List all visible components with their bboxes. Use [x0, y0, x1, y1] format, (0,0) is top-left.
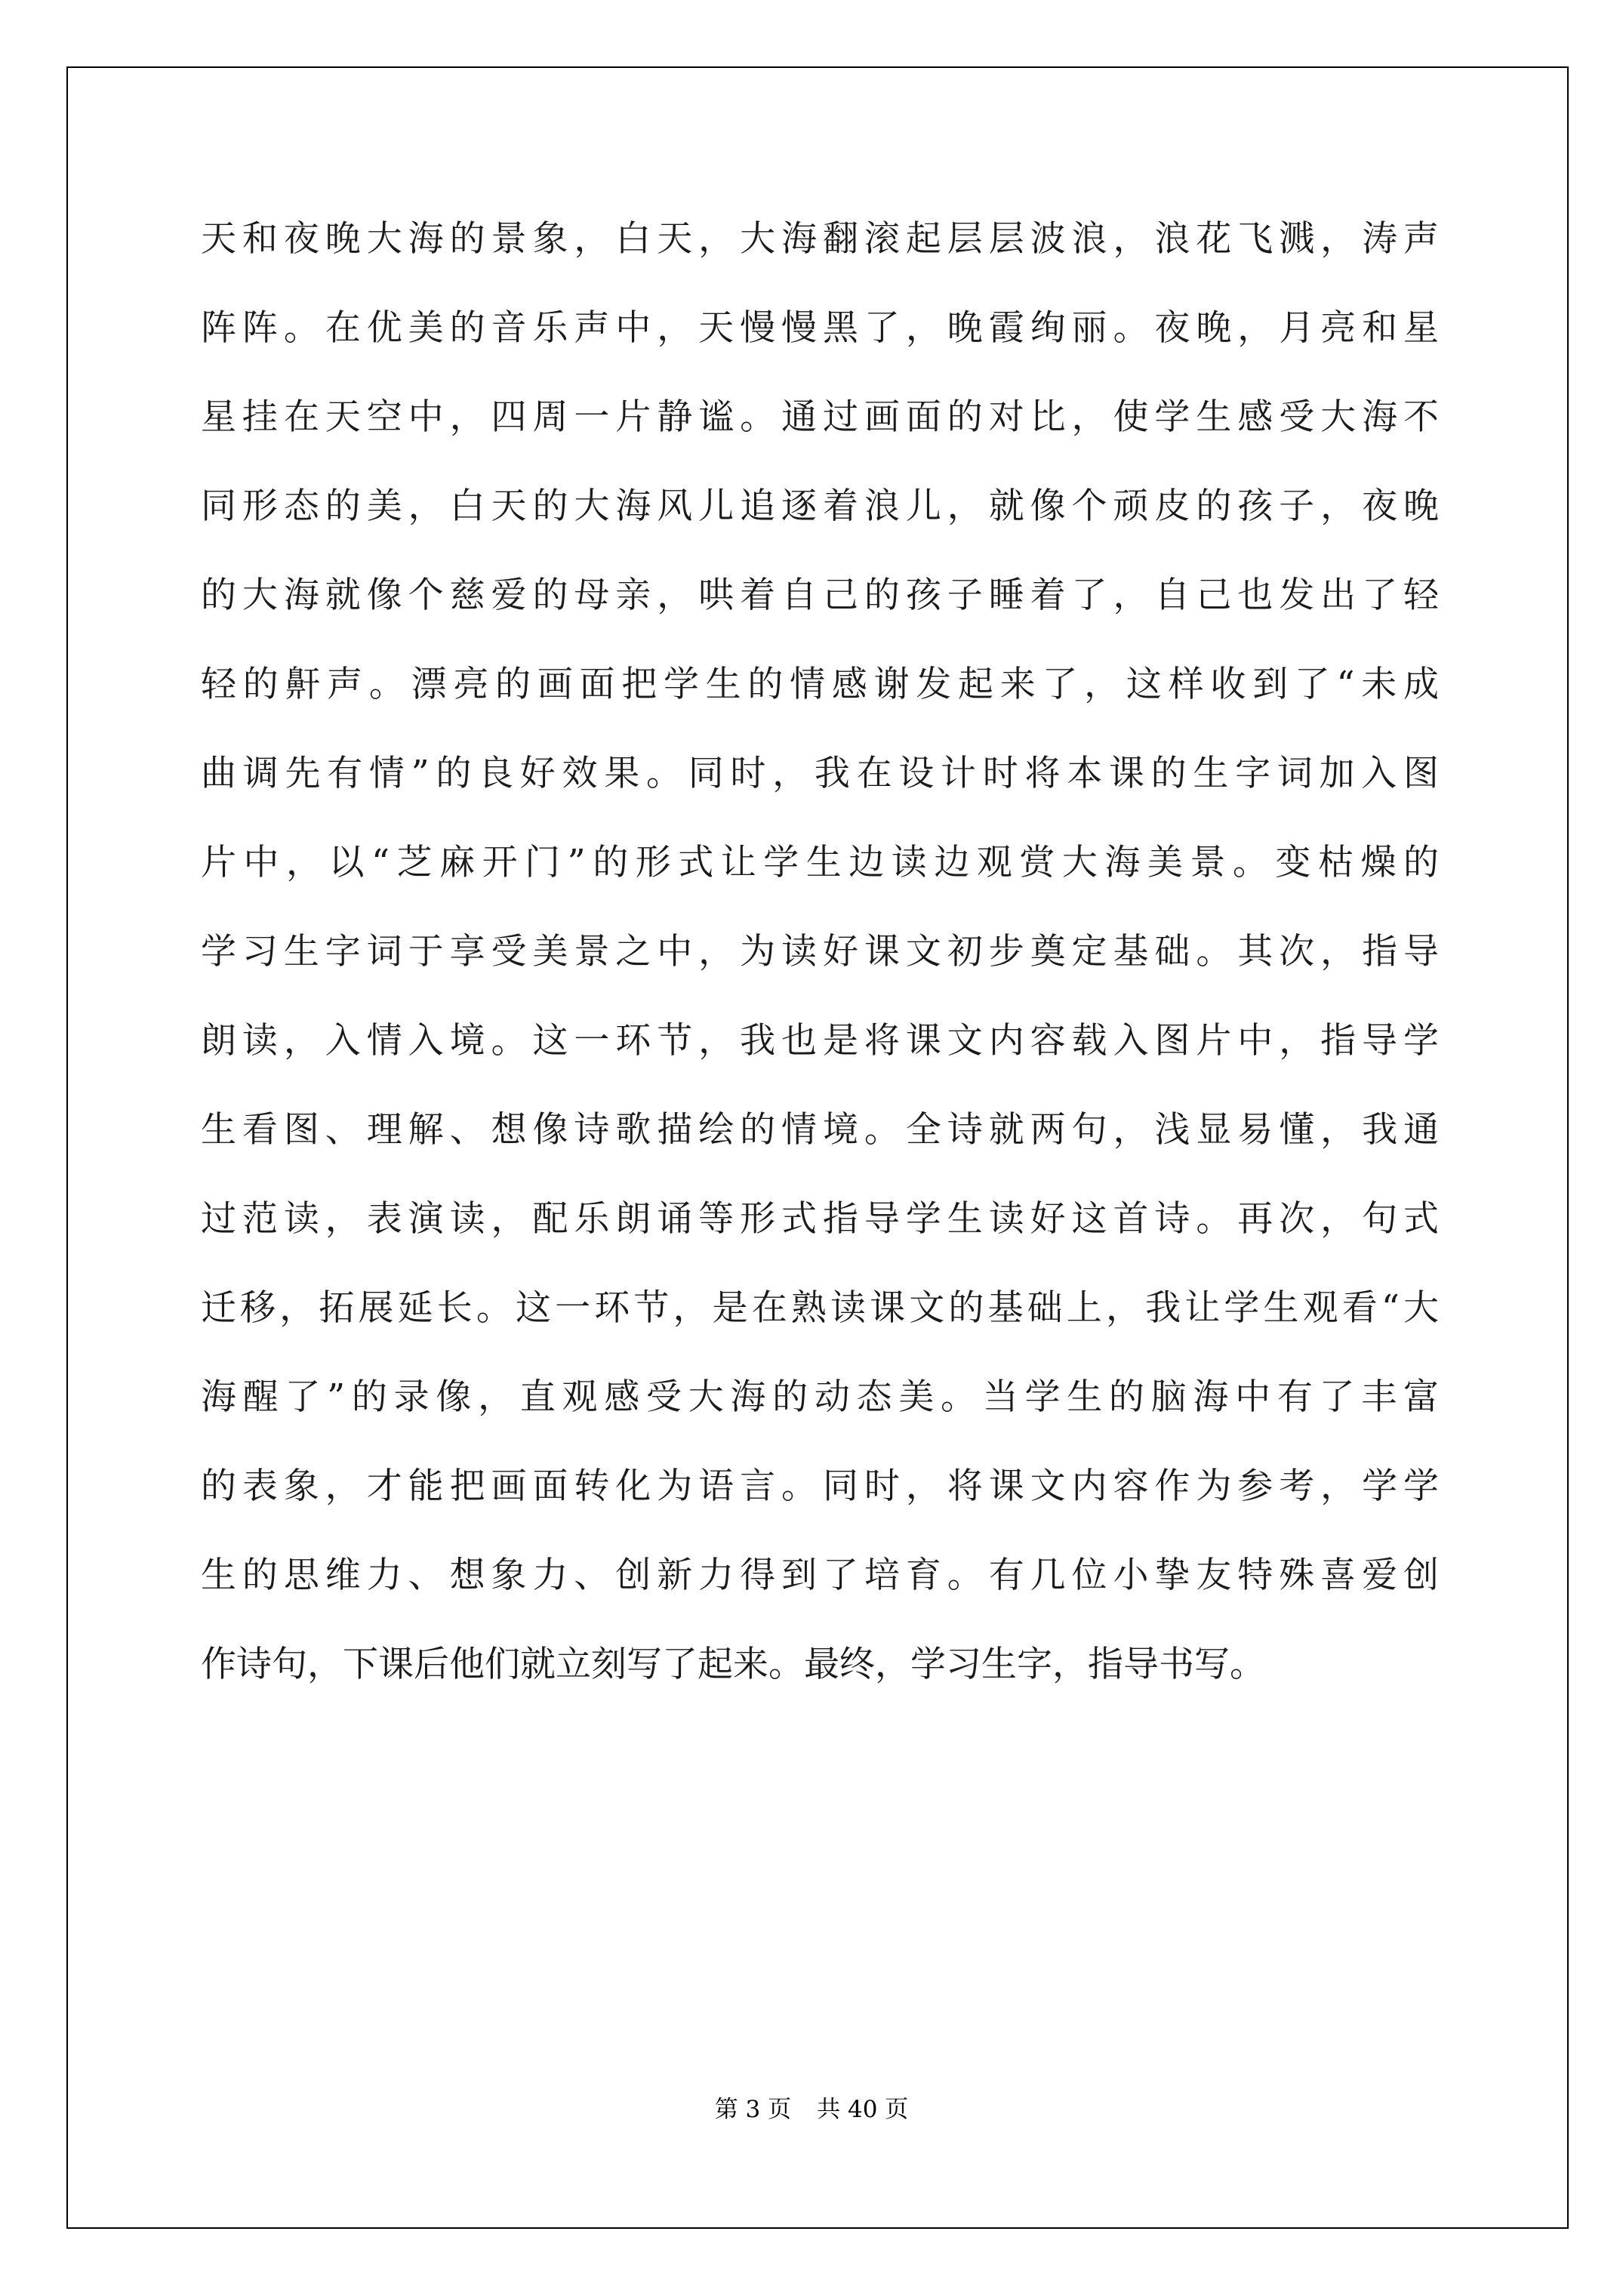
text-line: 天和夜晚大海的景象，白天，大海翻滚起层层波浪，浪花飞溅，涛声: [201, 218, 1439, 260]
text-line: 阵阵。在优美的音乐声中，天慢慢黑了，晚霞绚丽。夜晚，月亮和星: [201, 307, 1439, 349]
text-line: 朗读，入情入境。这一环节，我也是将课文内容载入图片中，指导学: [201, 1020, 1439, 1062]
page-number: 第 3 页: [714, 2096, 792, 2123]
text-line: 迁移，拓展延长。这一环节，是在熟读课文的基础上，我让学生观看“大: [201, 1287, 1439, 1329]
page-total: 共 40 页: [817, 2096, 909, 2123]
document-body: [201, 195, 1439, 1709]
text-line: 星挂在天空中，四周一片静谧。通过画面的对比，使学生感受大海不: [201, 396, 1439, 438]
text-line: 同形态的美，白天的大海风儿追逐着浪儿，就像个顽皮的孩子，夜晚: [201, 485, 1439, 527]
text-line: 的表象，才能把画面转化为语言。同时，将课文内容作为参考，学学: [201, 1465, 1439, 1507]
text-line: 生的思维力、想象力、创新力得到了培育。有几位小挚友特殊喜爱创: [201, 1555, 1439, 1596]
text-line: 片中，以“芝麻开门”的形式让学生边读边观赏大海美景。变枯燥的: [201, 842, 1439, 883]
text-line: 生看图、理解、想像诗歌描绘的情境。全诗就两句，浅显易懂，我通: [201, 1109, 1439, 1151]
text-line: 海醒了”的录像，直观感受大海的动态美。当学生的脑海中有了丰富: [201, 1376, 1439, 1418]
text-line: 作诗句，下课后他们就立刻写了起来。最终，学习生字，指导书写。: [201, 1644, 1265, 1685]
text-line: 曲调先有情”的良好效果。同时，我在设计时将本课的生字词加入图: [201, 753, 1439, 794]
page-footer: [0, 2090, 1623, 2124]
text-line: 轻的鼾声。漂亮的画面把学生的情感谢发起来了，这样收到了“未成: [201, 664, 1439, 705]
text-line: 学习生字词于享受美景之中，为读好课文初步奠定基础。其次，指导: [201, 931, 1439, 972]
text-line: 的大海就像个慈爱的母亲，哄着自己的孩子睡着了，自己也发出了轻: [201, 575, 1439, 616]
text-line: 过范读，表演读，配乐朗诵等形式指导学生读好这首诗。再次，句式: [201, 1198, 1439, 1240]
